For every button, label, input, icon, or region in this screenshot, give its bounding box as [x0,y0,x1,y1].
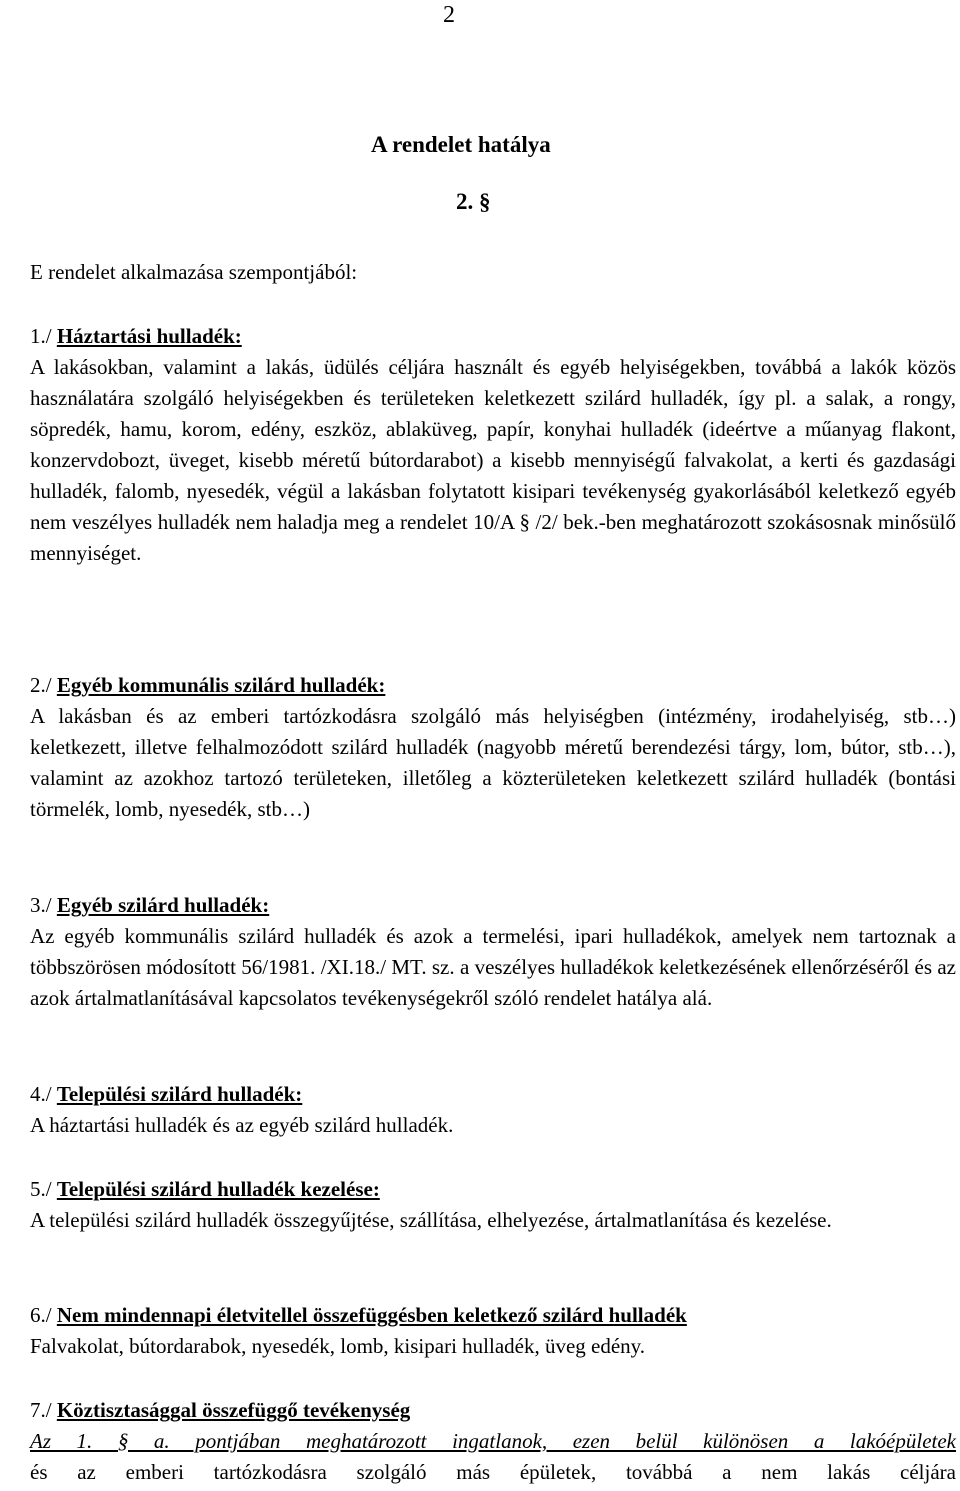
definition-item-6 [30,1300,956,1362]
item-text: Az egyéb kommunális szilárd hulladék és azok a termelési, ipari hulladékok, amelyek nem tartoznak a többszörösen módosított 56/1981. /XI.18./ MT. sz. a veszélyes hulladékok keletkezésének ellenőrzéséről és az azok ártalmatlanításával kapcsolatos tevékenységekről szóló rendelet hatálya alá. [30,924,956,1010]
definition-item-5 [30,1174,956,1236]
item-text: A lakásban és az emberi tartózkodásra szolgáló más helyiségben (intézmény, irodahelyiség, stb…) keletkezett, illetve felhalmozódott szilárd hulladék (nagyobb méretű berendezési tárgy, lom, bútor, stb…), valamint az azokhoz tartozó területeken, illetőleg a közterületeken keletkezett szilárd hulladék (bontási törmelék, lomb, nyesedék, stb…) [30,704,956,821]
item-text: A háztartási hulladék és az egyéb szilárd hulladék. [30,1113,454,1137]
definition-item-1 [30,321,956,569]
item-number: 7./ [30,1398,57,1422]
item-number: 6./ [30,1303,57,1327]
definition-item-7 [30,1395,956,1488]
item-text: Falvakolat, bútordarabok, nyesedék, lomb, kisipari hulladék, üveg edény. [30,1334,646,1358]
item-label: Települési szilárd hulladék kezelése: [56,1177,380,1201]
item-text: A lakásokban, valamint a lakás, üdülés céljára használt és egyéb helyiségekben, továbbá a lakók közös használatára szolgáló helyiségekben és területeken keletkezett szilárd hulladék, így pl. a salak, a rongy, söpredék, hamu, korom, edény, eszköz, ablaküveg, papír, konyhai hulladék (ideértve a műanyag flakont, konzervdobozt, üveget, kisebb méretű bútordarabot) a kisebb mennyiségű falvakolat, a kerti és gazdasági hulladék, falomb, nyesedék, végül a lakásban folytatott kisipari tevékenység gyakorlásából keletkező egyéb nem veszélyes hulladék nem haladja meg a rendelet 10/A § /2/ bek.-ben meghatározott szokásosnak minősülő mennyiséget. [30,355,956,565]
item-number: 4./ [30,1082,57,1106]
item-text: A települési szilárd hulladék összegyűjtése, szállítása, elhelyezése, ártalmatlanítása és kezelése. [30,1208,832,1232]
item-label: Egyéb szilárd hulladék: [56,893,270,917]
definition-item-3 [30,890,956,1014]
item-label: Települési szilárd hulladék: [56,1082,303,1106]
item-number: 5./ [30,1177,57,1201]
item-text: és az emberi tartózkodásra szolgáló más épületek, továbbá a nem lakás céljára [30,1460,956,1484]
item-label: Háztartási hulladék: [56,324,242,348]
definition-item-4 [30,1079,956,1141]
item-text-emphasis: Az 1. § a. pontjában meghatározott ingatlanok, ezen belül különösen a lakóépületek [30,1429,956,1453]
document-title: A rendelet hatálya [371,132,551,157]
section-number: 2. § [456,189,491,214]
page-number: 2 [443,2,455,28]
item-number: 3./ [30,893,57,917]
item-label: Egyéb kommunális szilárd hulladék: [56,673,386,697]
intro-text: E rendelet alkalmazása szempontjából: [30,260,358,284]
item-label: Nem mindennapi életvitellel összefüggésben keletkező szilárd hulladék [56,1303,687,1327]
item-number: 2./ [30,673,57,697]
item-number: 1./ [30,324,57,348]
item-label: Köztisztasággal összefüggő tevékenység [56,1398,411,1422]
definition-item-2 [30,670,956,825]
